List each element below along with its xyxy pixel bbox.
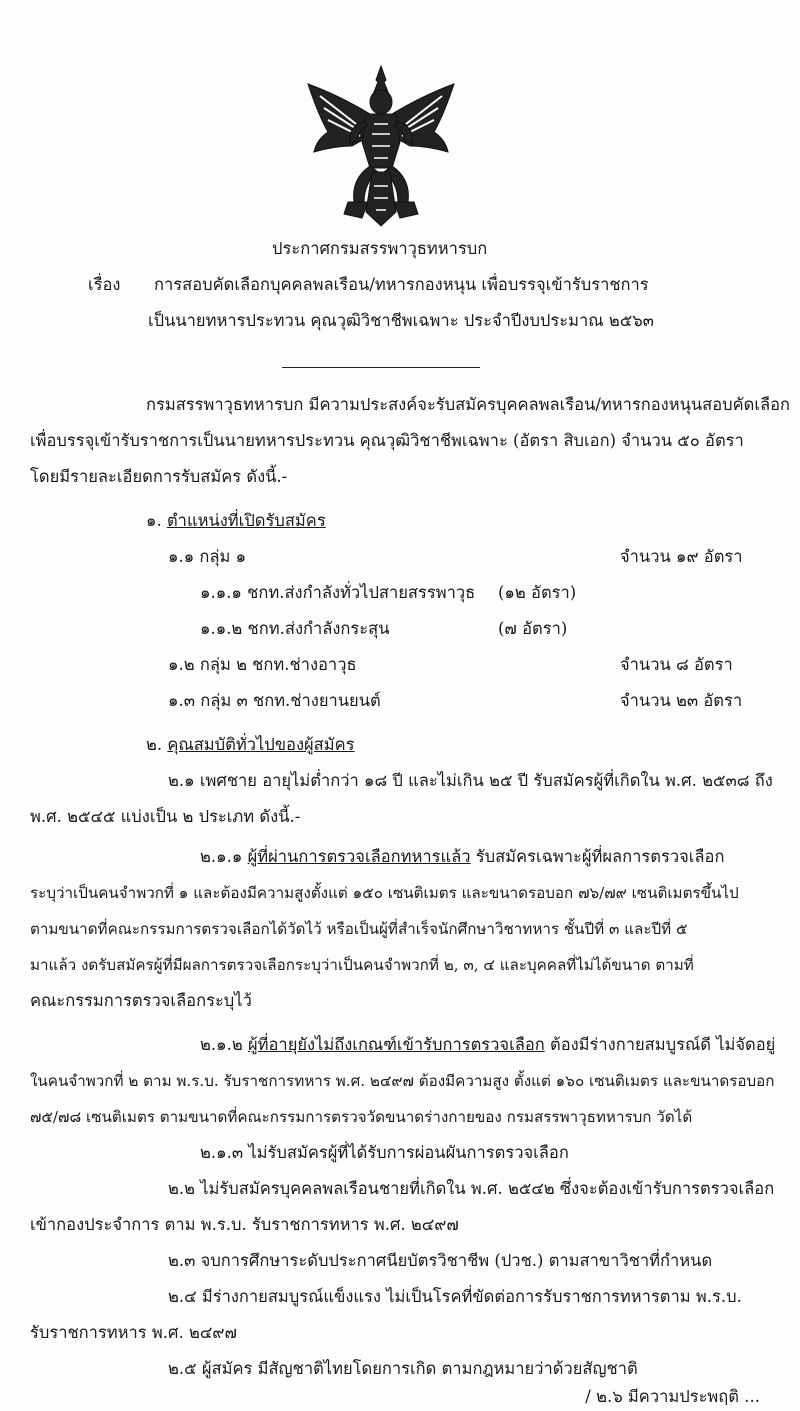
intro-line-1: กรมสรรพาวุธทหารบก มีความประสงค์จะรับสมัครบุคคลพลเรือน/ทหารกองหนุนสอบคัดเลือก — [146, 395, 791, 414]
item-2-1-2-line-3: ๗๕/๗๘ เซนติเมตร ตามขนาดที่คณะกรรมการตรวจวัดขนาดร่างกายของ กรมสรรพาวุธทหารบก วัดได้ — [30, 1108, 693, 1126]
item-2-1-1-line-4: มาแล้ว งดรับสมัครผู้ที่มีผลการตรวจเลือกระบุว่าเป็นคนจำพวกที่ ๒, ๓, ๔ และบุคคลที่ไม่ได้ขนาด ตามที่ — [30, 956, 694, 974]
group-1-1-count: (๑๒ อัตรา) — [498, 583, 577, 602]
item-2-1-1-line-1 — [200, 846, 724, 868]
subject-line-1: การสอบคัดเลือกบุคคลพลเรือน/ทหารกองหนุน เพื่อบรรจุเข้ารับราชการ — [154, 275, 649, 294]
announcement-org: ประกาศกรมสรรพาวุธทหารบก — [272, 239, 488, 258]
section-2-title: คุณสมบัติทั่วไปของผู้สมัคร — [167, 735, 355, 754]
subject-line-2: เป็นนายทหารประทวน คุณวุฒิวิชาชีพเฉพาะ ประจำปีงบประมาณ ๒๕๖๓ — [148, 311, 654, 330]
item-2-1-1-line-3: ตามขนาดที่คณะกรรมการตรวจเลือกได้วัดไว้ หรือเป็นผู้ที่สำเร็จนักศึกษาวิชาทหาร ชั้นปีที่ ๓ และปีที่ ๕ — [30, 920, 688, 938]
item-2-1-line-1: ๒.๑ เพศชาย อายุไม่ต่ำกว่า ๑๘ ปี และไม่เกิน ๒๕ ปี รับสมัครผู้ที่เกิดใน พ.ศ. ๒๕๓๘ ถึง — [168, 771, 773, 790]
continuation-note: / ๒.๖ มีความประพฤติ ... — [585, 1387, 760, 1406]
item-2-1-line-2: พ.ศ. ๒๕๔๕ แบ่งเป็น ๒ ประเภท ดังนี้.- — [30, 807, 301, 826]
section-1-number: ๑. — [146, 511, 162, 530]
item-2-1-1-title: ผู้ที่ผ่านการตรวจเลือกทหารแล้ว — [247, 847, 471, 866]
group-1-label: ๑.๑ กลุ่ม ๑ — [168, 547, 247, 566]
intro-line-2: เพื่อบรรจุเข้ารับราชการเป็นนายทหารประทวน คุณวุฒิวิชาชีพเฉพาะ (อัตรา สิบเอก) จำนวน ๕๐ อัตรา — [30, 431, 744, 450]
intro-line-3: โดยมีรายละเอียดการรับสมัคร ดังนี้.- — [30, 467, 288, 486]
section-2-number: ๒. — [146, 735, 163, 754]
item-2-4-line-1: ๒.๔ มีร่างกายสมบูรณ์แข็งแรง ไม่เป็นโรคที่ขัดต่อการรับราชการทหารตาม พ.ร.บ. — [168, 1287, 742, 1306]
section-1-heading — [146, 510, 326, 532]
item-2-1-1-line-2: ระบุว่าเป็นคนจำพวกที่ ๑ และต้องมีความสูงตั้งแต่ ๑๕๐ เซนติเมตร และขนาดรอบอก ๗๖/๗๙ เซนติเมตรขึ้นไป — [30, 884, 739, 902]
item-2-2-line-1: ๒.๒ ไม่รับสมัครบุคคลพลเรือนชายที่เกิดใน พ.ศ. ๒๕๔๒ ซึ่งจะต้องเข้ารับการตรวจเลือก — [168, 1179, 775, 1198]
item-2-1-2-line-2: ในคนจำพวกที่ ๒ ตาม พ.ร.บ. รับราชการทหาร พ.ศ. ๒๔๙๗ ต้องมีความสูง ตั้งแต่ ๑๖๐ เซนติเมตร และขนาดรอบอก — [30, 1072, 775, 1090]
section-2-heading — [146, 734, 355, 756]
item-2-5: ๒.๕ ผู้สมัคร มีสัญชาติไทยโดยการเกิด ตามกฎหมายว่าด้วยสัญชาติ — [168, 1359, 638, 1378]
item-2-3: ๒.๓ จบการศึกษาระดับประกาศนียบัตรวิชาชีพ (ปวช.) ตามสาขาวิชาที่กำหนด — [168, 1251, 713, 1270]
group-3-label: ๑.๓ กลุ่ม ๓ ชกท.ช่างยานยนต์ — [168, 691, 381, 710]
group-2-count: จำนวน ๘ อัตรา — [620, 655, 733, 674]
item-2-1-3: ๒.๑.๓ ไม่รับสมัครผู้ที่ได้รับการผ่อนผันการตรวจเลือก — [200, 1143, 569, 1162]
group-2-label: ๑.๒ กลุ่ม ๒ ชกท.ช่างอาวุธ — [168, 655, 357, 674]
item-2-2-line-2: เข้ากองประจำการ ตาม พ.ร.บ. รับราชการทหาร พ.ศ. ๒๔๙๗ — [30, 1215, 459, 1234]
item-2-1-1-number: ๒.๑.๑ — [200, 847, 243, 866]
group-1-2-label: ๑.๑.๒ ชกท.ส่งกำลังกระสุน — [200, 619, 390, 638]
group-3-count: จำนวน ๒๓ อัตรา — [620, 691, 743, 710]
item-2-1-1-line-5: คณะกรรมการตรวจเลือกระบุไว้ — [30, 991, 252, 1010]
header-divider — [282, 367, 480, 368]
subject-label: เรื่อง — [88, 275, 121, 294]
group-1-1-label: ๑.๑.๑ ชกท.ส่งกำลังทั่วไปสายสรรพาวุธ — [200, 583, 476, 602]
item-2-1-2-rest: ต้องมีร่างกายสมบูรณ์ดี ไม่จัดอยู่ — [544, 1035, 776, 1054]
group-1-2-count: (๗ อัตรา) — [498, 619, 568, 638]
item-2-1-2-line-1 — [200, 1034, 775, 1056]
group-1-count: จำนวน ๑๙ อัตรา — [620, 547, 743, 566]
item-2-4-line-2: รับราชการทหาร พ.ศ. ๒๔๙๗ — [30, 1323, 237, 1342]
item-2-1-2-number: ๒.๑.๒ — [200, 1035, 243, 1054]
section-1-title: ตำแหน่งที่เปิดรับสมัคร — [166, 511, 326, 530]
garuda-emblem-icon — [300, 62, 462, 232]
item-2-1-1-rest: รับสมัครเฉพาะผู้ที่ผลการตรวจเลือก — [470, 847, 725, 866]
item-2-1-2-title: ผู้ที่อายุยังไม่ถึงเกณฑ์เข้ารับการตรวจเลือก — [247, 1035, 545, 1054]
